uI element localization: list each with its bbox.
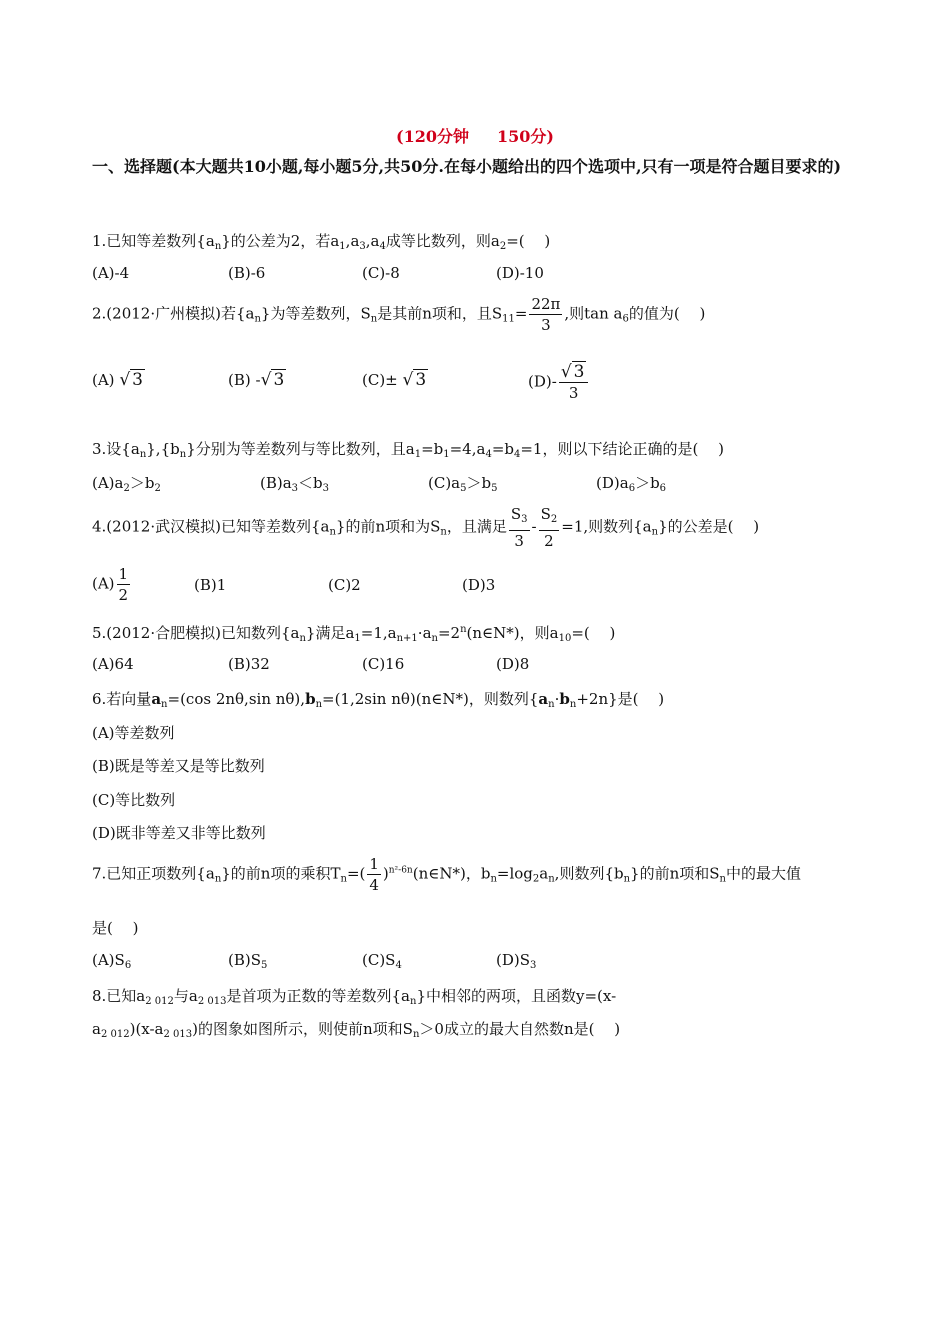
q3-option-a: $(A)a_2>b_2$ (92, 474, 161, 494)
time-limit: (120分钟 (396, 127, 469, 146)
q6-option-d: (D)既非等差又非等比数列 (92, 824, 266, 842)
q1-option-d: (D)-10 (496, 264, 544, 282)
q7-option-b: $(B)S_5$ (228, 951, 268, 971)
q1-option-b: (B)-6 (228, 264, 266, 282)
q7-option-a: $(A)S_6$ (92, 951, 132, 971)
q7-option-d: $(D)S_3$ (496, 951, 537, 971)
q5-option-c: (C)16 (362, 655, 405, 673)
question-8-line2: $a_{2 012})(x-a_{2 013})$的图象如图所示，则使前n项和$S_n>0$成立的最大自然数n是( ) (92, 1020, 621, 1040)
question-8: 8.已知$a_{2 012}$与$a_{2 013}$是首项为正数的等差数列$\{a_n\}$中相邻的两项，且函数y=(x- (92, 987, 617, 1007)
q2-option-c: (C)± √ 3 (362, 370, 427, 390)
q3-option-d: $(D)a_6>b_6$ (596, 474, 667, 494)
q2-option-d: (D)- $\frac{√ 3}{3}$ (528, 362, 590, 403)
q7-option-c: $(C)S_4$ (362, 951, 402, 971)
question-5: 5.(2012·合肥模拟)已知数列$\{a_n\}$满足$a_1=1,a_{n+1}\cdot a_n=2^n(n\in N*)$，则$a_{10}=$( ) (92, 624, 616, 644)
section-heading: 一、选择题(本大题共10小题,每小题5分,共50分.在每小题给出的四个选项中,只有一项是符合题目要求的) (92, 157, 842, 176)
q6-option-a: (A)等差数列 (92, 724, 175, 742)
q4-option-d: (D)3 (462, 576, 496, 594)
total-score: 150分) (497, 127, 554, 146)
q6-option-b: (B)既是等差又是等比数列 (92, 757, 265, 775)
q5-option-a: (A)64 (92, 655, 134, 673)
question-1: 1.已知等差数列$\{a_n\}$的公差为2，若$a_1,a_3,a_4$成等比数列，则$a_2=$( ) (92, 232, 551, 252)
question-2: 2.(2012·广州模拟)若$\{a_n\}$为等差数列，$S_n$是其前n项和，且$S_{11}=$ $\frac{22\pi}{3}$ ,则$\tan a_6$的值为( ) (92, 295, 706, 334)
q2-fraction: $\frac{22\pi}{3}$ (531, 295, 561, 334)
page-title (0, 124, 950, 147)
q5-option-d: (D)8 (496, 655, 530, 673)
q4-option-a: (A) $\frac{1}{2}$ (92, 565, 129, 604)
q5-option-b: (B)32 (228, 655, 270, 673)
q1-option-a: (A)-4 (92, 264, 130, 282)
question-7-line2: 是( ) (92, 919, 139, 937)
q3-option-b: $(B)a_3<b_3$ (260, 474, 330, 494)
q2-option-a: (A) √ 3 (92, 370, 143, 390)
q1-option-c: (C)-8 (362, 264, 400, 282)
question-3: 3.设$\{a_n\},\{b_n\}$分别为等差数列与等比数列，且$a_1=b_1=4,a_4=b_4=1$，则以下结论正确的是( ) (92, 440, 724, 460)
q2-option-b: (B) -√ 3 (228, 370, 285, 390)
q4-option-b: (B)1 (194, 576, 227, 594)
q4-option-c: (C)2 (328, 576, 361, 594)
question-7: 7.已知正项数列$\{a_n\}$的前n项的乘积$T_n=$( $\frac{1}{4}$ )$^{n^2-6n}$(n∈N*)，$b_n=\log_2a_n$,则数列$\{b_n\}$的前n项和$S_n$中的最大值 (92, 855, 801, 894)
question-4: 4.(2012·武汉模拟)已知等差数列$\{a_n\}$的前n项和为$S_n$，且满足 $\frac{S_3}{3}$ - $\frac{S_2}{2}$ =1,则数列$\{a_n\}$的公差是( ) (92, 505, 760, 550)
question-6: 6.若向量$a_n=(\cos$ 2nθ,sin $n\theta),b_n=(1,2\sin$ nθ)(n∈N*)，则数列$\{a_n\cdot b_n+2n\}$是( ) (92, 690, 665, 710)
q3-option-c: $(C)a_5>b_5$ (428, 474, 498, 494)
q6-option-c: (C)等比数列 (92, 791, 176, 809)
